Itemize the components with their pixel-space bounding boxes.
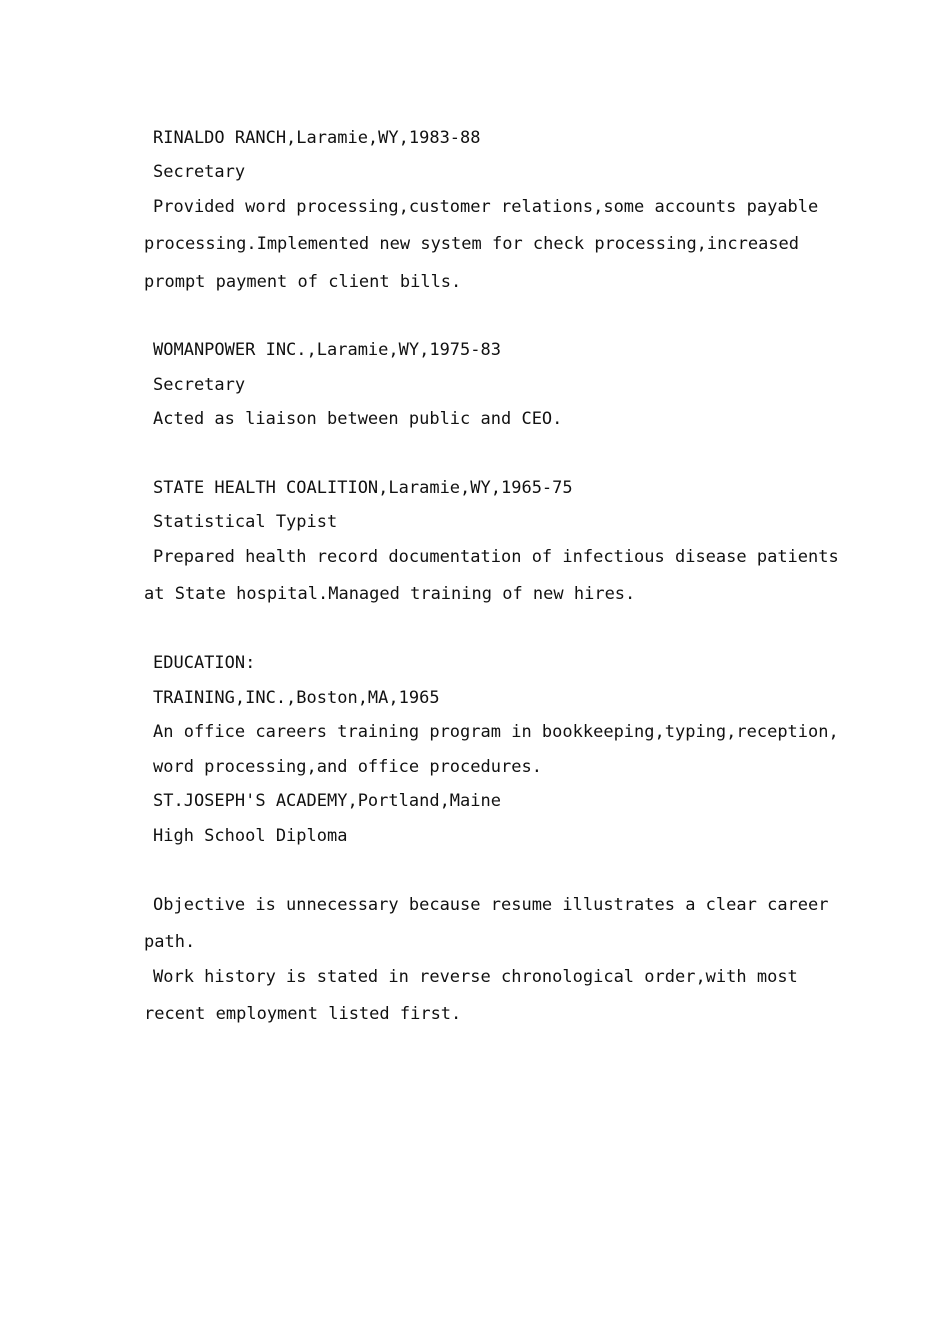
job-3-desc-line-2: at State hospital.Managed training of new hires.	[144, 584, 636, 604]
job-1-desc-line-1: Provided word processing,customer relations,some accounts payable	[153, 197, 819, 217]
note-line-2: path.	[144, 932, 196, 952]
job-1-title: Secretary	[153, 162, 246, 182]
education-line-3: word processing,and office procedures.	[153, 757, 542, 777]
education-line-4: ST.JOSEPH'S ACADEMY,Portland,Maine	[153, 791, 501, 811]
note-line-4: recent employment listed first.	[144, 1004, 462, 1024]
job-1-desc-line-3: prompt payment of client bills.	[144, 272, 462, 292]
job-2-header: WOMANPOWER INC.,Laramie,WY,1975-83	[153, 340, 501, 360]
job-3-desc-line-1: Prepared health record documentation of infectious disease patients	[153, 547, 839, 567]
note-line-1: Objective is unnecessary because resume illustrates a clear career	[153, 895, 829, 915]
education-line-1: TRAINING,INC.,Boston,MA,1965	[153, 688, 440, 708]
job-3-header: STATE HEALTH COALITION,Laramie,WY,1965-75	[153, 478, 573, 498]
job-1-desc-line-2: processing.Implemented new system for check processing,increased	[144, 234, 800, 254]
job-1-header: RINALDO RANCH,Laramie,WY,1983-88	[153, 128, 481, 148]
note-line-3: Work history is stated in reverse chronological order,with most	[153, 967, 798, 987]
education-heading: EDUCATION:	[153, 653, 256, 673]
education-line-2: An office careers training program in bookkeeping,typing,reception,	[153, 722, 839, 742]
job-3-title: Statistical Typist	[153, 512, 338, 532]
education-line-5: High School Diploma	[153, 826, 348, 846]
job-2-title: Secretary	[153, 375, 246, 395]
job-2-desc-line-1: Acted as liaison between public and CEO.	[153, 409, 563, 429]
